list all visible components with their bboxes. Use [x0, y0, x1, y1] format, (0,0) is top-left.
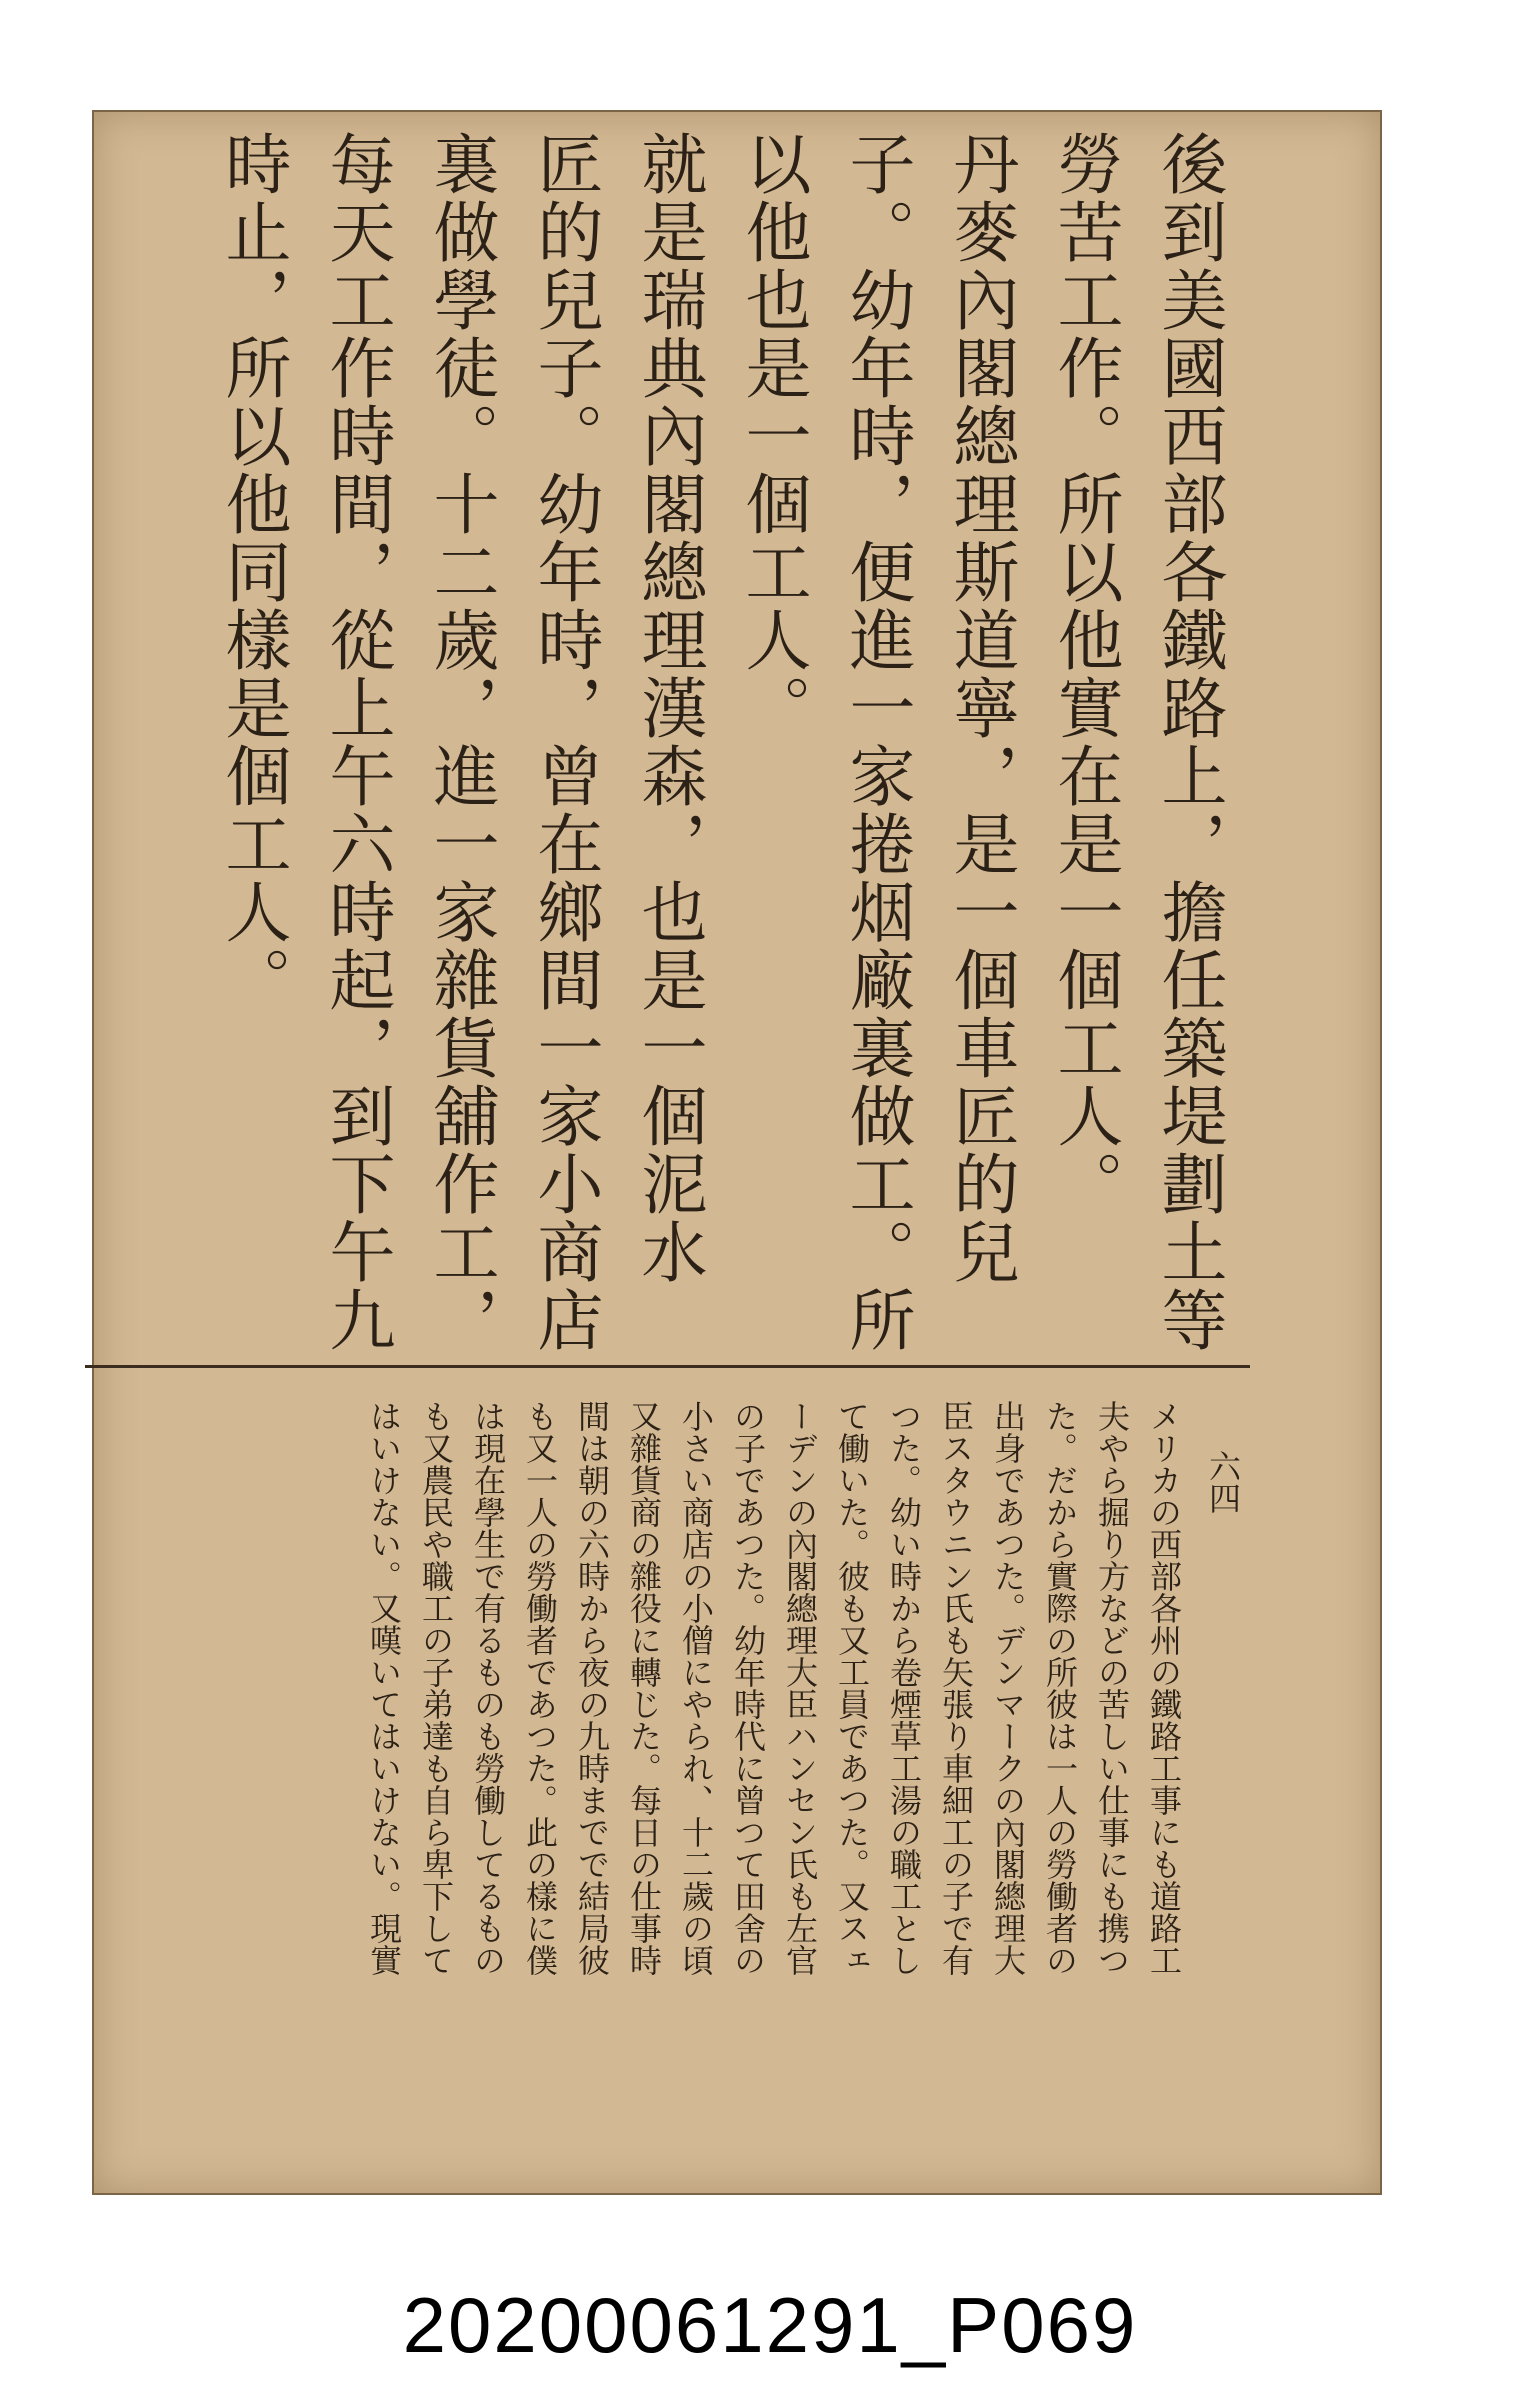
main-text-column: 後到美國西部各鐵路上，擔任築堤劃土等 [1150, 130, 1227, 1354]
note-column: て働いた。彼も又工員であつた。又スェ [833, 1400, 871, 1976]
note-column: ーデンの內閣總理大臣ハンセン氏も左官 [781, 1400, 819, 1976]
main-text-column: 就是瑞典內閣總理漢森，也是一個泥水 [630, 130, 707, 1286]
note-column: 臣スタウニン氏も矢張り車細工の子で有 [937, 1400, 975, 1976]
note-column: 間は朝の六時から夜の九時までで結局彼 [573, 1400, 611, 1976]
section-divider [85, 1365, 1250, 1368]
note-column: 夫やら掘り方などの苦しい仕事にも携つ [1093, 1400, 1131, 1976]
main-text-column: 每天工作時間，從上午六時起，到下午九 [318, 130, 395, 1354]
note-column: は現在學生で有るものも勞働してるもの [469, 1400, 507, 1976]
note-column: 出身であつた。デンマークの內閣總理大 [989, 1400, 1027, 1976]
note-column: メリカの西部各州の鐵路工事にも道路工 [1145, 1400, 1183, 1976]
note-column: 又雜貨商の雜役に轉じた。每日の仕事時 [625, 1400, 663, 1976]
main-text-column: 丹麥內閣總理斯道寧，是一個車匠的兒 [942, 130, 1019, 1286]
main-text-column: 匠的兒子。幼年時，曾在鄉間一家小商店 [526, 130, 603, 1354]
main-text-column: 子。幼年時，便進一家捲烟廠裏做工。所 [838, 130, 915, 1354]
note-column: つた。幼い時から卷煙草工湯の職工とし [885, 1400, 923, 1976]
note-column: はいけない。又嘆いてはいけない。現實 [365, 1400, 403, 1976]
note-column: も又農民や職工の子弟達も自ら卑下して [417, 1400, 455, 1976]
page-number: 六四 [1204, 1450, 1242, 1514]
note-column: 小さい商店の小僧にやられ、十二歲の頃 [677, 1400, 715, 1976]
note-column: の子であつた。幼年時代に曾つて田舍の [729, 1400, 767, 1976]
main-text-block [130, 130, 1240, 1400]
image-caption: 20200061291_P069 [402, 2281, 1138, 2369]
note-column: も又一人の勞働者であつた。此の樣に僕 [521, 1400, 559, 1976]
main-text-column: 勞苦工作。所以他實在是一個工人。 [1046, 130, 1123, 1218]
note-column: た。だから實際の所彼は一人の勞働者の [1041, 1400, 1079, 1976]
main-text-column: 以他也是一個工人。 [734, 130, 811, 742]
main-text-column: 時止，所以他同樣是個工人。 [214, 130, 291, 1014]
notes-block [130, 1400, 1190, 1980]
main-text-column: 裏做學徒。十二歲，進一家雜貨舖作工， [422, 130, 499, 1354]
